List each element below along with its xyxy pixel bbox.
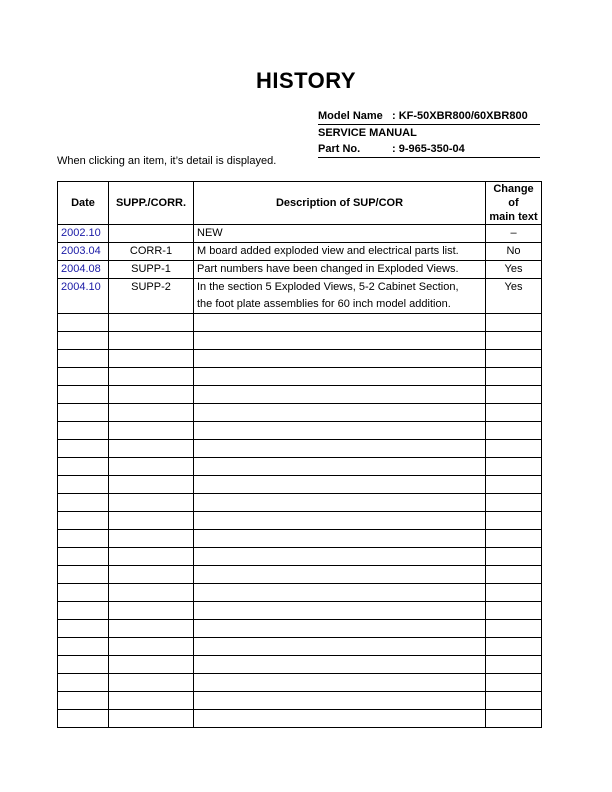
table-row[interactable] [58, 261, 542, 279]
empty-row [58, 350, 542, 368]
date-link[interactable]: 2003.04 [61, 245, 101, 257]
empty-cell [58, 458, 109, 476]
empty-cell [58, 476, 109, 494]
empty-cell [109, 350, 194, 368]
empty-cell [194, 620, 486, 638]
empty-cell [109, 314, 194, 332]
empty-cell [58, 602, 109, 620]
empty-row [58, 656, 542, 674]
description-line: NEW [197, 227, 223, 239]
change-cell: – [486, 225, 542, 243]
empty-cell [486, 512, 542, 530]
model-name-row [318, 108, 540, 125]
empty-cell [194, 368, 486, 386]
date-cell[interactable] [58, 279, 109, 314]
empty-cell [194, 530, 486, 548]
description-cell [194, 243, 486, 261]
empty-cell [486, 494, 542, 512]
description-line: In the section 5 Exploded Views, 5-2 Cabinet Section, [197, 281, 459, 293]
date-cell[interactable] [58, 243, 109, 261]
empty-cell [109, 458, 194, 476]
empty-cell [486, 530, 542, 548]
date-cell[interactable] [58, 261, 109, 279]
empty-row [58, 404, 542, 422]
empty-cell [109, 494, 194, 512]
empty-cell [109, 548, 194, 566]
empty-cell [486, 710, 542, 728]
supp-cell: CORR-1 [109, 243, 194, 261]
empty-row [58, 620, 542, 638]
empty-cell [58, 422, 109, 440]
empty-cell [109, 656, 194, 674]
date-link[interactable]: 2004.08 [61, 263, 101, 275]
empty-cell [486, 476, 542, 494]
empty-cell [58, 620, 109, 638]
part-no-row [318, 141, 540, 158]
empty-cell [194, 512, 486, 530]
empty-row [58, 674, 542, 692]
instruction-text: When clicking an item, it’s detail is displayed. [57, 155, 277, 167]
empty-cell [109, 710, 194, 728]
model-name-value: : KF-50XBR800/60XBR800 [392, 110, 528, 122]
empty-row [58, 314, 542, 332]
empty-row [58, 332, 542, 350]
description-cell [194, 279, 486, 314]
description-cell [194, 225, 486, 243]
empty-row [58, 692, 542, 710]
empty-row [58, 368, 542, 386]
table-row[interactable] [58, 225, 542, 243]
empty-cell [109, 674, 194, 692]
empty-row [58, 458, 542, 476]
header-row [58, 182, 542, 225]
empty-cell [58, 674, 109, 692]
empty-cell [194, 404, 486, 422]
empty-cell [109, 440, 194, 458]
empty-cell [58, 584, 109, 602]
empty-row [58, 476, 542, 494]
part-no-label: Part No. [318, 143, 361, 155]
empty-cell [194, 692, 486, 710]
empty-cell [486, 584, 542, 602]
empty-cell [194, 494, 486, 512]
empty-cell [486, 692, 542, 710]
empty-row [58, 386, 542, 404]
empty-cell [58, 692, 109, 710]
empty-cell [486, 638, 542, 656]
history-table [57, 181, 542, 728]
empty-cell [58, 710, 109, 728]
change-header-line1: Change of [493, 183, 534, 209]
empty-cell [109, 386, 194, 404]
empty-cell [194, 548, 486, 566]
part-no-value: : 9-965-350-04 [392, 143, 465, 155]
manual-info [318, 108, 540, 158]
empty-cell [58, 548, 109, 566]
empty-cell [486, 566, 542, 584]
empty-cell [194, 350, 486, 368]
empty-row [58, 548, 542, 566]
table-row[interactable] [58, 243, 542, 261]
history-body [58, 225, 542, 728]
empty-cell [486, 440, 542, 458]
description-line: Part numbers have been changed in Exploded Views. [197, 263, 459, 275]
date-cell[interactable] [58, 225, 109, 243]
empty-row [58, 602, 542, 620]
empty-cell [109, 476, 194, 494]
description-cell [194, 261, 486, 279]
empty-cell [58, 314, 109, 332]
supp-cell: SUPP-2 [109, 279, 194, 314]
empty-cell [486, 314, 542, 332]
empty-row [58, 494, 542, 512]
desc-header: Description of SUP/COR [194, 182, 486, 225]
empty-cell [486, 422, 542, 440]
empty-cell [109, 602, 194, 620]
page-title: HISTORY [255, 68, 357, 93]
table-row[interactable] [58, 279, 542, 314]
empty-cell [486, 368, 542, 386]
empty-row [58, 530, 542, 548]
empty-cell [109, 404, 194, 422]
date-link[interactable]: 2004.10 [61, 281, 101, 293]
empty-cell [109, 584, 194, 602]
empty-cell [58, 530, 109, 548]
empty-cell [486, 458, 542, 476]
empty-cell [486, 620, 542, 638]
empty-cell [486, 656, 542, 674]
empty-row [58, 638, 542, 656]
empty-row [58, 566, 542, 584]
empty-cell [194, 332, 486, 350]
empty-cell [58, 656, 109, 674]
empty-cell [109, 566, 194, 584]
empty-cell [58, 494, 109, 512]
empty-cell [194, 458, 486, 476]
empty-cell [109, 638, 194, 656]
empty-cell [109, 620, 194, 638]
service-manual-label: SERVICE MANUAL [318, 127, 417, 139]
supp-cell: SUPP-1 [109, 261, 194, 279]
description-line-2: the foot plate assemblies for 60 inch model addition. [197, 298, 451, 310]
empty-row [58, 440, 542, 458]
empty-cell [486, 674, 542, 692]
empty-row [58, 584, 542, 602]
empty-cell [109, 692, 194, 710]
empty-cell [58, 350, 109, 368]
empty-cell [194, 314, 486, 332]
empty-cell [486, 386, 542, 404]
empty-cell [58, 440, 109, 458]
change-cell: Yes [486, 279, 542, 314]
empty-cell [486, 548, 542, 566]
empty-row [58, 512, 542, 530]
empty-cell [194, 386, 486, 404]
empty-cell [194, 566, 486, 584]
empty-cell [58, 404, 109, 422]
empty-cell [58, 332, 109, 350]
date-link[interactable]: 2002.10 [61, 227, 101, 239]
empty-cell [194, 602, 486, 620]
change-cell: No [486, 243, 542, 261]
empty-cell [194, 440, 486, 458]
empty-cell [109, 530, 194, 548]
empty-cell [486, 350, 542, 368]
change-header [486, 182, 542, 225]
empty-cell [109, 332, 194, 350]
empty-cell [58, 566, 109, 584]
empty-cell [58, 386, 109, 404]
supp-header: SUPP./CORR. [109, 182, 194, 225]
empty-cell [194, 584, 486, 602]
empty-cell [109, 368, 194, 386]
empty-cell [194, 638, 486, 656]
supp-cell [109, 225, 194, 243]
model-name-label: Model Name [318, 110, 383, 122]
empty-cell [486, 602, 542, 620]
description-line: M board added exploded view and electrical parts list. [197, 245, 459, 257]
change-cell: Yes [486, 261, 542, 279]
empty-cell [486, 404, 542, 422]
empty-cell [58, 638, 109, 656]
empty-row [58, 422, 542, 440]
empty-cell [194, 656, 486, 674]
empty-cell [194, 476, 486, 494]
empty-cell [58, 512, 109, 530]
change-header-line2: main text [489, 211, 538, 223]
empty-cell [109, 512, 194, 530]
date-header: Date [58, 182, 109, 225]
empty-cell [58, 368, 109, 386]
empty-cell [194, 422, 486, 440]
empty-cell [194, 710, 486, 728]
empty-row [58, 710, 542, 728]
empty-cell [194, 674, 486, 692]
empty-cell [486, 332, 542, 350]
empty-cell [109, 422, 194, 440]
